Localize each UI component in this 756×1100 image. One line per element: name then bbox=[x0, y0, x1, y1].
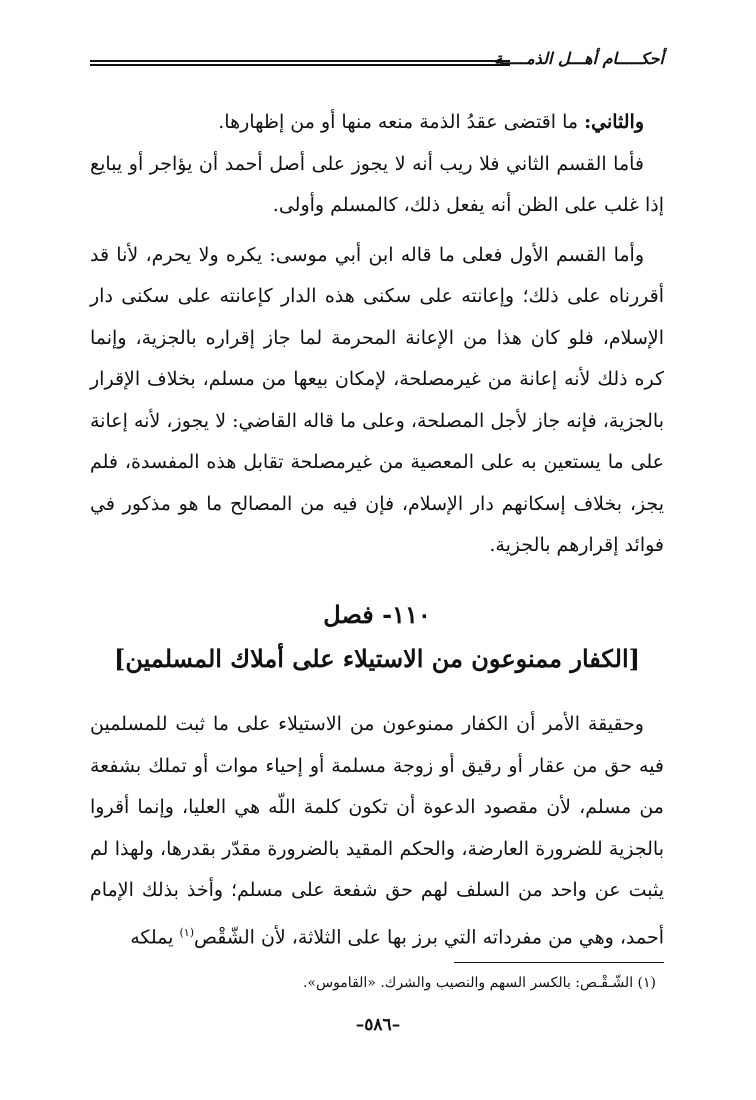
paragraph-reality-of-matter bbox=[90, 704, 664, 958]
footnote-marker[interactable]: (١) bbox=[179, 925, 194, 939]
header-double-rule bbox=[90, 60, 510, 66]
running-header bbox=[90, 48, 664, 72]
paragraph-first-section: وأما القسم الأول فعلى ما قاله ابن أبي موسى: يكره ولا يحرم، لأنا قد أقررناه على ذلك؛ وإعانته على سكنى هذه الدار كإعانته على سكنى دار الإسلام، فلو كان هذا من الإعانة المحرمة لما جاز إقراره بالجزية، وإنما كره ذلك لأنه إعانة من غيرمصلحة، لإمكان بيعها من مسلم، بخلاف الإقرار بالجزية، فإنه جاز لأجل المصلحة، وعلى ما قاله القاضي: لا يجوز، لأنه إعانة على ما يستعين به على المعصية من غيرمصلحة تقابل هذه المفسدة، فلم يجز، بخلاف إسكانهم دار الإسلام، فإن فيه من المصالح ما هو مذكور في فوائد إقرارهم بالجزية. bbox=[90, 243, 664, 556]
upper-text-block bbox=[90, 102, 664, 567]
chapter-heading: ١١٠- فصل bbox=[323, 600, 431, 629]
chapter-subtitle: [الكفار ممنوعون من الاستيلاء على أملاك المسلمين] bbox=[113, 644, 640, 673]
page-number: –٥٨٦– bbox=[355, 1015, 401, 1035]
paragraph-lead-word: والثاني: bbox=[584, 111, 644, 133]
paragraph-text-end: يملكه bbox=[130, 925, 180, 948]
running-title: أحكـــــام أهـــل الذمـــــة bbox=[494, 49, 664, 68]
footnote-divider bbox=[454, 962, 664, 963]
paragraph-text: ما اقتضى عقدُ الذمة منعه منها أو من إظهارها. bbox=[218, 111, 585, 133]
paragraph-second-section: فأما القسم الثاني فلا ريب أنه لا يجوز على أصل أحمد أن يؤاجر أو يبايع إذا غلب على الظن أنه يفعل ذلك، كالمسلم وأولى. bbox=[90, 152, 664, 216]
footnote: (١) الشّـقْـص: بالكسر السهم والنصيب والشرك. «القاموس». bbox=[302, 975, 656, 991]
paragraph-text: وحقيقة الأمر أن الكفار ممنوعون من الاستيلاء على ما ثبت للمسلمين فيه حق من عقار أو رقيق أو زوجة مسلمة أو إحياء موات أو تملك بشفعة من مسلم، لأن مقصود الدعوة أن تكون كلمة اللّه هي العليا، وإنما أقروا بالجزية للضرورة العارضة، والحكم المقيد بالضرورة مقدّر بقدرها، ولهذا لم يثبت عن واحد من السلف لهم حق شفعة على مسلم؛ وأخذ بذلك الإمام أحمد، وهي من مفرداته التي برز بها على الثلاثة، لأن الشّقْص bbox=[90, 713, 664, 948]
lower-text-block bbox=[90, 704, 664, 958]
paragraph-second-category bbox=[90, 102, 664, 144]
